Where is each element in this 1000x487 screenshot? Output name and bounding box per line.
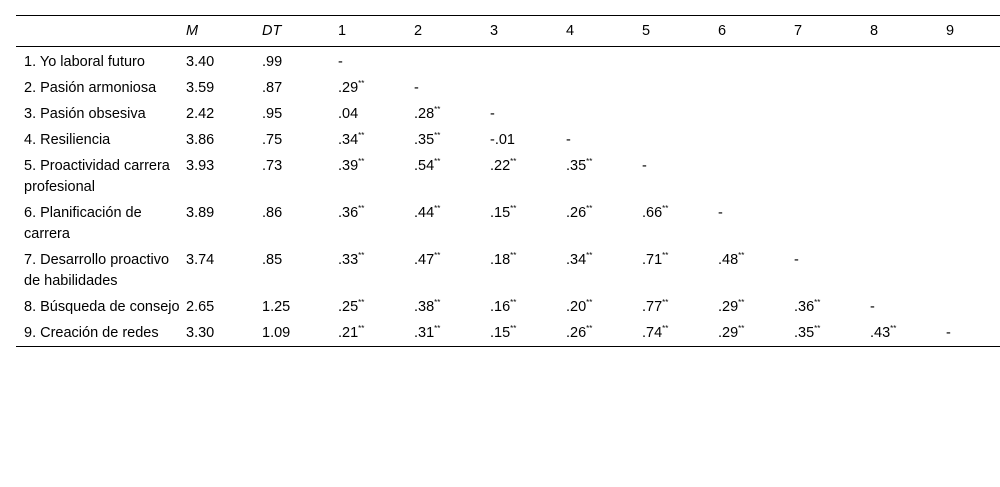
mean-value: 3.40 — [186, 54, 215, 70]
correlation-cell — [946, 198, 1000, 245]
significance-marker: ** — [814, 324, 821, 333]
sd-value: 1.09 — [262, 318, 338, 347]
significance-marker: ** — [434, 324, 441, 333]
correlation-value: .34 — [338, 132, 359, 148]
correlation-cell — [414, 99, 490, 125]
table-row — [16, 318, 1000, 347]
significance-marker: ** — [434, 251, 441, 260]
header-col-7: 7 — [794, 16, 870, 47]
correlation-value: .26 — [566, 325, 587, 341]
correlation-value: .29 — [718, 325, 739, 341]
correlation-cell — [946, 47, 1000, 74]
correlation-cell — [338, 47, 414, 74]
correlation-cell — [794, 318, 870, 347]
correlation-cell — [718, 73, 794, 99]
variable-label: 9. Creación de redes — [16, 318, 186, 347]
significance-marker: ** — [586, 157, 593, 166]
correlation-cell — [870, 198, 946, 245]
correlation-cell — [794, 125, 870, 151]
mean-value: 3.93 — [186, 158, 215, 174]
correlation-value: .29 — [338, 80, 359, 96]
significance-marker: ** — [738, 251, 745, 260]
correlation-cell — [414, 318, 490, 347]
correlation-cell — [414, 125, 490, 151]
significance-marker: ** — [358, 79, 365, 88]
correlation-value: .04 — [338, 106, 359, 122]
correlation-cell — [566, 73, 642, 99]
correlation-value: .26 — [566, 205, 587, 221]
correlation-cell — [718, 292, 794, 318]
significance-marker: ** — [358, 204, 365, 213]
correlation-cell — [490, 99, 566, 125]
variable-label: 4. Resiliencia — [24, 132, 111, 148]
correlation-cell — [794, 99, 870, 125]
significance-marker: ** — [358, 157, 365, 166]
correlation-value: - — [718, 205, 723, 221]
variable-label: 6. Planificación de carrera — [24, 205, 142, 242]
significance-marker: ** — [434, 105, 441, 114]
header-col-3: 3 — [490, 16, 566, 47]
variable-label: 1. Yo laboral futuro — [24, 54, 145, 70]
correlation-value: .35 — [414, 132, 435, 148]
correlation-value: - — [946, 325, 951, 341]
correlation-value: .47 — [414, 252, 435, 268]
correlation-value: .31 — [414, 325, 435, 341]
correlation-cell — [490, 151, 566, 198]
correlation-value: - — [490, 106, 495, 122]
correlation-value: .36 — [794, 299, 815, 315]
correlation-value: .25 — [338, 299, 359, 315]
correlation-value: .54 — [414, 158, 435, 174]
significance-marker: ** — [358, 324, 365, 333]
correlation-cell — [718, 125, 794, 151]
correlation-value: .33 — [338, 252, 359, 268]
significance-marker: ** — [510, 298, 517, 307]
mean-value: 3.89 — [186, 205, 215, 221]
mean-value: 3.86 — [186, 132, 215, 148]
correlation-cell — [338, 245, 414, 292]
correlation-cell — [566, 245, 642, 292]
table-row — [16, 99, 1000, 125]
correlation-cell — [490, 245, 566, 292]
correlation-cell — [642, 125, 718, 151]
table-row — [16, 245, 1000, 292]
correlation-cell — [946, 73, 1000, 99]
correlation-cell — [414, 151, 490, 198]
correlation-cell — [870, 318, 946, 347]
correlation-value: .15 — [490, 205, 511, 221]
sd-value: .99 — [262, 54, 283, 70]
correlation-cell — [870, 292, 946, 318]
sd-value: .73 — [262, 158, 283, 174]
correlation-cell — [566, 47, 642, 74]
correlation-value: .21 — [338, 325, 359, 341]
correlation-cell — [414, 245, 490, 292]
table-row — [16, 125, 1000, 151]
variable-label: 3. Pasión obsesiva — [24, 106, 146, 122]
significance-marker: ** — [890, 324, 897, 333]
correlation-cell — [718, 245, 794, 292]
correlation-value: .43 — [870, 325, 891, 341]
header-mean: M — [186, 16, 262, 47]
correlation-value: .15 — [490, 325, 511, 341]
significance-marker: ** — [510, 251, 517, 260]
correlation-value: .39 — [338, 158, 359, 174]
correlation-value: - — [870, 299, 875, 315]
correlation-cell — [794, 198, 870, 245]
correlation-cell — [718, 99, 794, 125]
significance-marker: ** — [738, 324, 745, 333]
correlation-cell — [338, 151, 414, 198]
correlation-cell — [642, 292, 718, 318]
header-col-5: 5 — [642, 16, 718, 47]
correlation-value: .38 — [414, 299, 435, 315]
correlation-cell — [870, 245, 946, 292]
correlation-value: .16 — [490, 299, 511, 315]
correlation-cell — [642, 99, 718, 125]
header-col-9: 9 — [946, 16, 1000, 47]
correlation-value: .44 — [414, 205, 435, 221]
correlation-value: .66 — [642, 205, 663, 221]
correlation-cell — [338, 125, 414, 151]
header-blank — [16, 16, 186, 47]
significance-marker: ** — [814, 298, 821, 307]
correlation-cell — [414, 198, 490, 245]
significance-marker: ** — [662, 251, 669, 260]
mean-value: 2.42 — [186, 106, 215, 122]
correlation-cell — [718, 318, 794, 347]
table-row — [16, 292, 1000, 318]
correlation-cell — [642, 73, 718, 99]
correlation-cell — [642, 151, 718, 198]
correlation-cell — [490, 198, 566, 245]
correlation-cell — [414, 292, 490, 318]
variable-label: 7. Desarrollo proactivo de habilidades — [24, 252, 170, 289]
significance-marker: ** — [510, 157, 517, 166]
correlation-cell — [642, 245, 718, 292]
mean-value: 3.59 — [186, 80, 215, 96]
correlation-value: .48 — [718, 252, 739, 268]
correlation-cell — [642, 318, 718, 347]
table-body — [16, 47, 1000, 347]
significance-marker: ** — [510, 204, 517, 213]
correlation-cell — [490, 318, 566, 347]
correlation-cell — [718, 151, 794, 198]
significance-marker: ** — [662, 298, 669, 307]
correlation-cell — [566, 292, 642, 318]
correlation-value: -.01 — [490, 132, 515, 148]
correlation-table-container — [16, 15, 972, 347]
correlation-value: .28 — [414, 106, 435, 122]
sd-value: .75 — [262, 132, 283, 148]
correlation-cell — [338, 292, 414, 318]
correlation-cell — [946, 125, 1000, 151]
correlation-cell — [946, 99, 1000, 125]
correlation-value: .18 — [490, 252, 511, 268]
correlation-cell — [794, 292, 870, 318]
significance-marker: ** — [662, 324, 669, 333]
variable-label: 5. Proactividad carrera profesional — [24, 158, 170, 195]
correlation-cell — [718, 47, 794, 74]
correlation-value: .34 — [566, 252, 587, 268]
correlation-cell — [414, 47, 490, 74]
header-row — [16, 16, 1000, 47]
correlation-value: - — [794, 252, 799, 268]
header-col-4: 4 — [566, 16, 642, 47]
correlation-cell — [794, 245, 870, 292]
significance-marker: ** — [434, 204, 441, 213]
correlation-cell — [338, 318, 414, 347]
correlation-cell — [794, 47, 870, 74]
significance-marker: ** — [738, 298, 745, 307]
table-header — [16, 16, 1000, 47]
correlation-value: .22 — [490, 158, 511, 174]
significance-marker: ** — [586, 324, 593, 333]
correlation-cell — [490, 292, 566, 318]
significance-marker: ** — [434, 298, 441, 307]
significance-marker: ** — [358, 298, 365, 307]
header-col-1: 1 — [338, 16, 414, 47]
correlation-cell — [566, 151, 642, 198]
correlation-value: .35 — [566, 158, 587, 174]
correlation-value: .29 — [718, 299, 739, 315]
significance-marker: ** — [358, 131, 365, 140]
correlation-value: .77 — [642, 299, 663, 315]
correlation-table — [16, 15, 1000, 347]
correlation-cell — [566, 99, 642, 125]
mean-value: 3.74 — [186, 252, 215, 268]
significance-marker: ** — [510, 324, 517, 333]
correlation-value: - — [414, 80, 419, 96]
mean-value: 2.65 — [186, 299, 215, 315]
correlation-cell — [338, 99, 414, 125]
table-row — [16, 73, 1000, 99]
correlation-cell — [338, 198, 414, 245]
significance-marker: ** — [586, 251, 593, 260]
correlation-cell — [794, 151, 870, 198]
correlation-cell — [870, 47, 946, 74]
correlation-cell — [338, 73, 414, 99]
correlation-cell — [870, 125, 946, 151]
sd-value: .87 — [262, 80, 283, 96]
variable-label: 2. Pasión armoniosa — [24, 80, 157, 96]
sd-value: 1.25 — [262, 299, 291, 315]
header-col-8: 8 — [870, 16, 946, 47]
table-row — [16, 47, 1000, 74]
table-row — [16, 151, 1000, 198]
significance-marker: ** — [586, 298, 593, 307]
correlation-cell — [566, 125, 642, 151]
correlation-cell — [946, 151, 1000, 198]
correlation-cell — [946, 292, 1000, 318]
correlation-value: .36 — [338, 205, 359, 221]
correlation-cell — [490, 125, 566, 151]
correlation-cell — [870, 151, 946, 198]
mean-value: 3.30 — [186, 318, 262, 347]
correlation-value: - — [566, 132, 571, 148]
correlation-cell — [794, 73, 870, 99]
correlation-cell — [642, 47, 718, 74]
correlation-cell — [566, 198, 642, 245]
variable-label: 8. Búsqueda de consejo — [24, 299, 180, 315]
correlation-cell — [870, 99, 946, 125]
sd-value: .95 — [262, 106, 283, 122]
correlation-cell — [946, 245, 1000, 292]
header-sd: DT — [262, 16, 338, 47]
significance-marker: ** — [586, 204, 593, 213]
correlation-cell — [718, 198, 794, 245]
significance-marker: ** — [662, 204, 669, 213]
correlation-cell — [946, 318, 1000, 347]
correlation-cell — [566, 318, 642, 347]
correlation-cell — [870, 73, 946, 99]
correlation-value: .71 — [642, 252, 663, 268]
significance-marker: ** — [434, 157, 441, 166]
significance-marker: ** — [358, 251, 365, 260]
table-row — [16, 198, 1000, 245]
correlation-value: .74 — [642, 325, 663, 341]
correlation-value: .35 — [794, 325, 815, 341]
correlation-cell — [490, 73, 566, 99]
header-col-6: 6 — [718, 16, 794, 47]
correlation-value: .20 — [566, 299, 587, 315]
correlation-value: - — [642, 158, 647, 174]
sd-value: .86 — [262, 205, 283, 221]
correlation-value: - — [338, 54, 343, 70]
correlation-cell — [642, 198, 718, 245]
correlation-cell — [414, 73, 490, 99]
significance-marker: ** — [434, 131, 441, 140]
header-col-2: 2 — [414, 16, 490, 47]
correlation-cell — [490, 47, 566, 74]
sd-value: .85 — [262, 252, 283, 268]
